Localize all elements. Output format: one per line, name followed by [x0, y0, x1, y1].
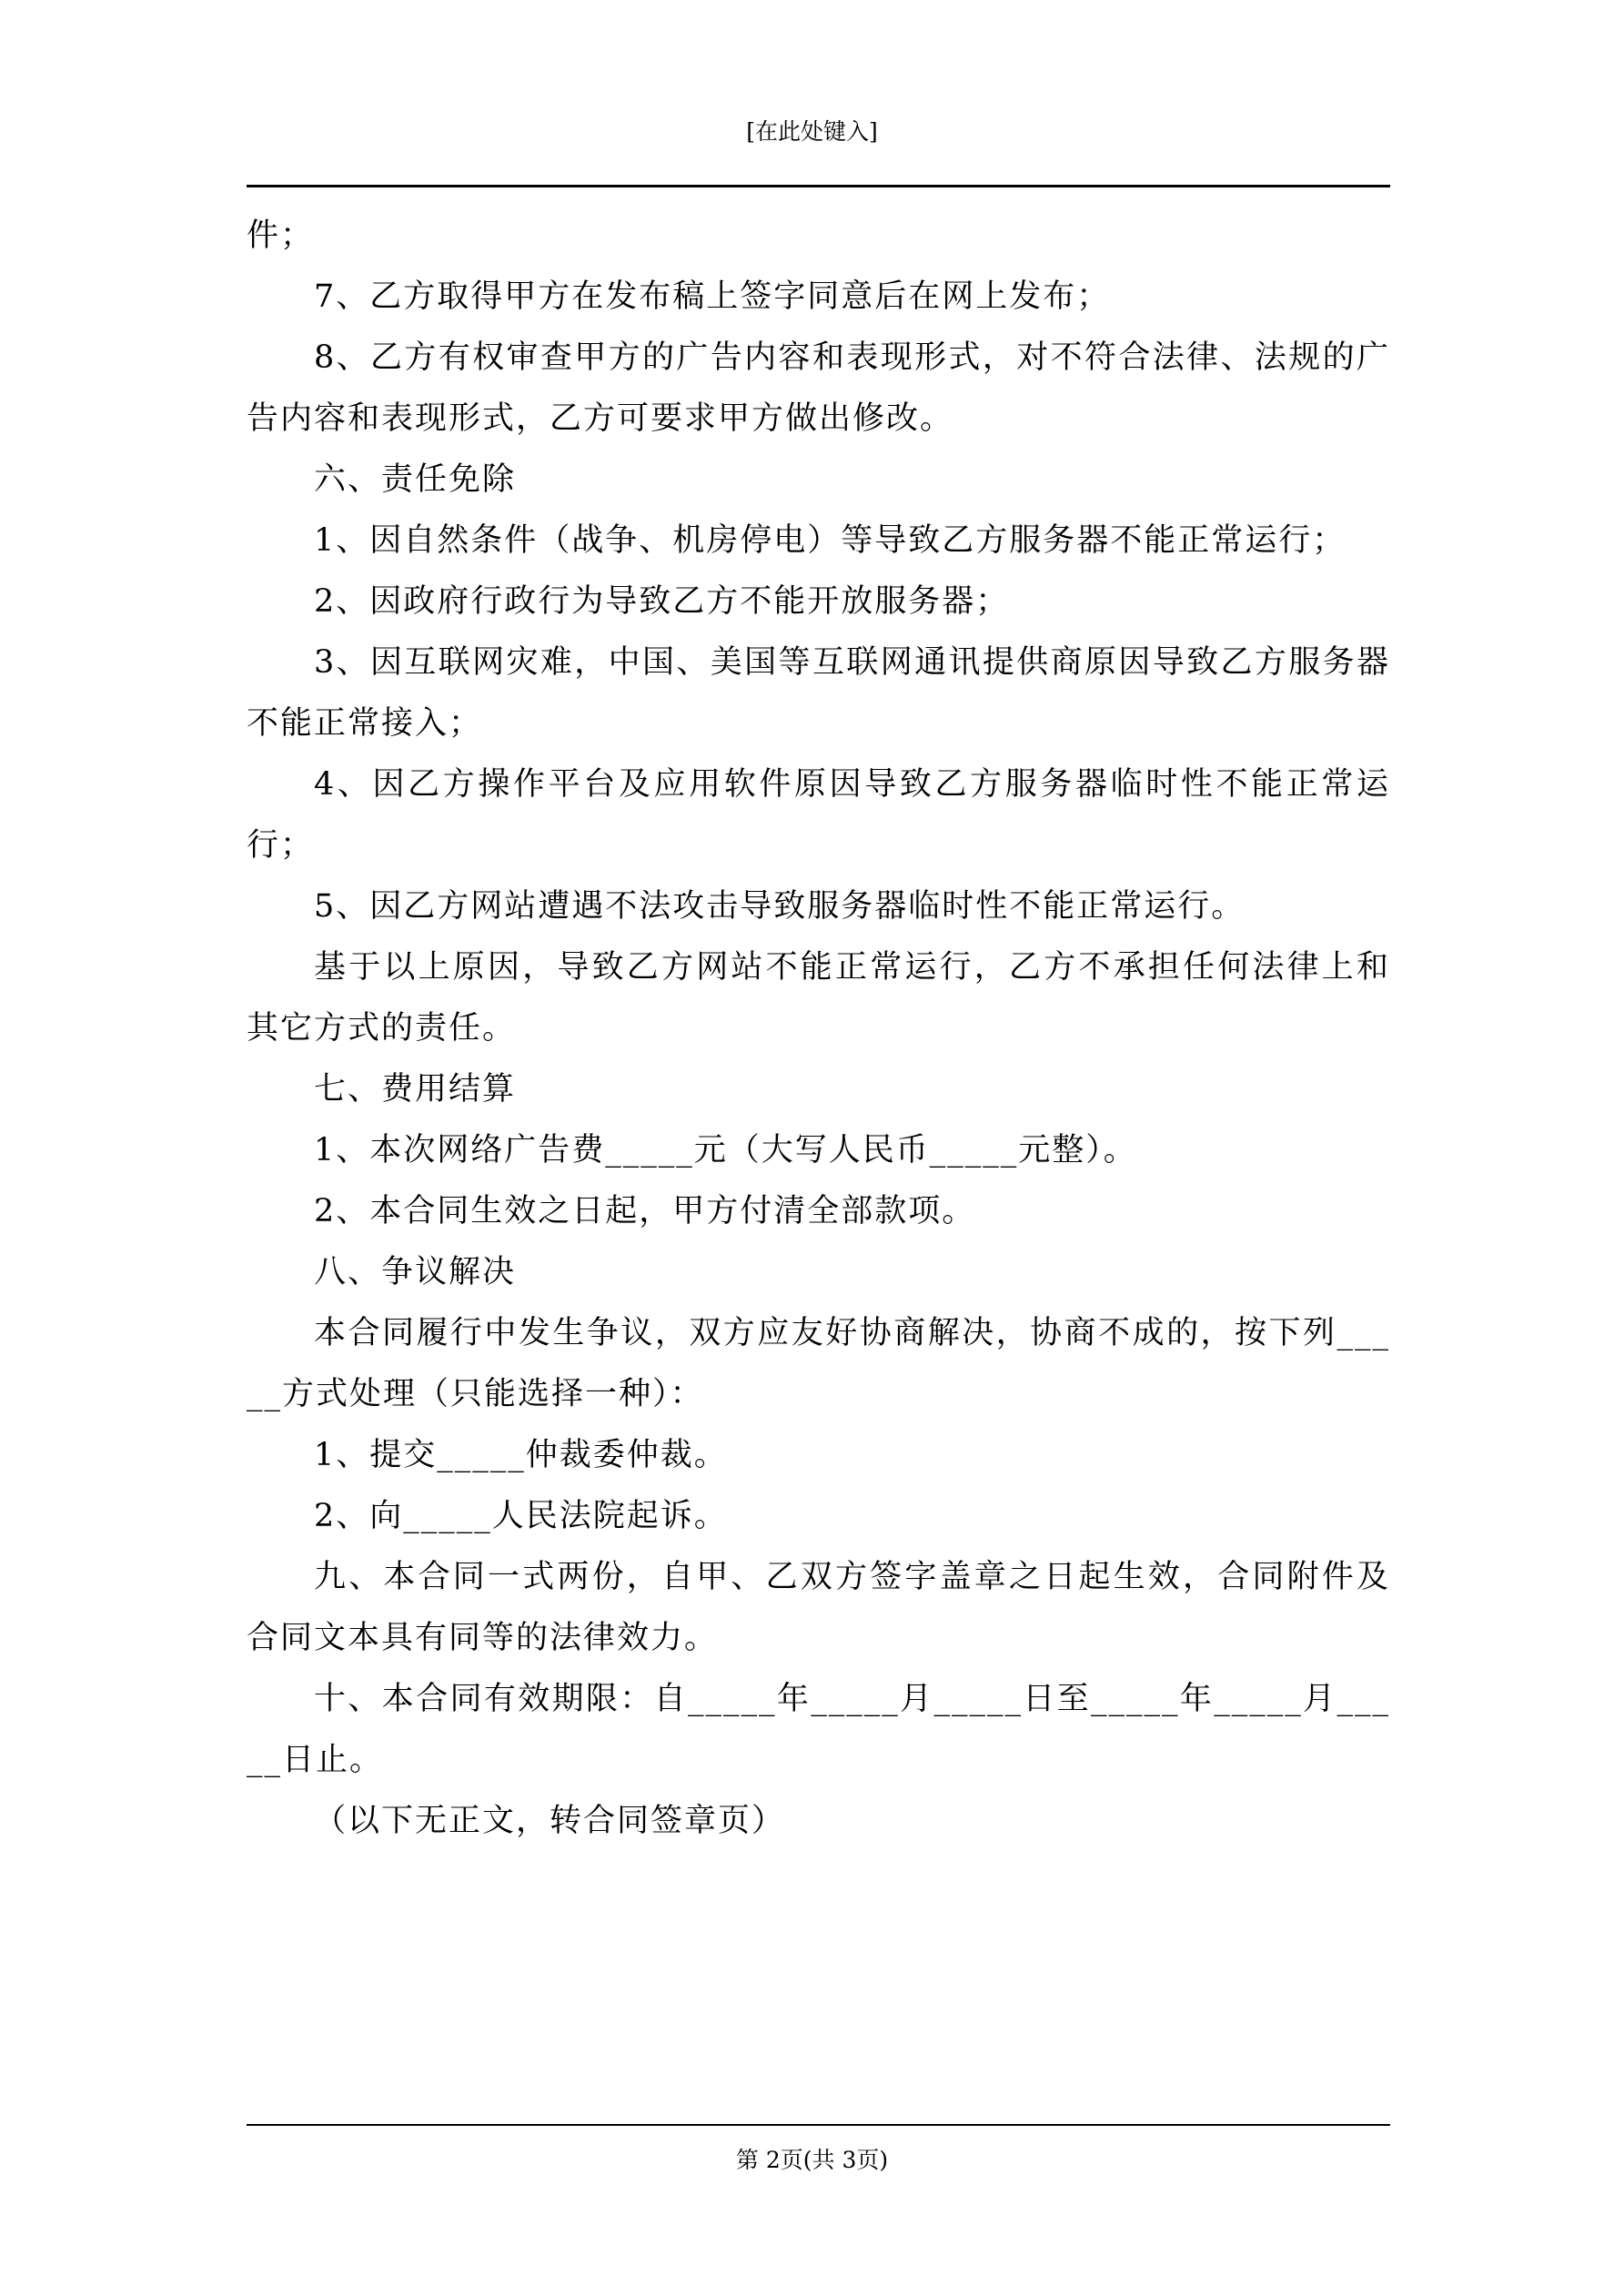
paragraph: （以下无正文，转合同签章页） [314, 1803, 786, 1839]
section-heading: 七、费用结算 [314, 1071, 517, 1108]
header-divider [247, 185, 1390, 187]
paragraph: 3、因互联网灾难，中国、美国等互联网通讯提供商原因导致乙方服务器不能正常接入； [247, 644, 1390, 742]
paragraph: 4、因乙方操作平台及应用软件原因导致乙方服务器临时性不能正常运行； [247, 766, 1390, 864]
section-heading: 六、责任免除 [314, 461, 517, 498]
section-heading: 八、争议解决 [314, 1254, 517, 1290]
paragraph: 5、因乙方网站遭遇不法攻击导致服务器临时性不能正常运行。 [314, 888, 1246, 925]
page-number: 第 2页(共 3页) [735, 2147, 889, 2173]
footer-divider [247, 2124, 1390, 2126]
paragraph: 十、本合同有效期限：自_____年_____月_____日至_____年_____月_____日止。 [247, 1681, 1390, 1778]
paragraph: 2、向_____人民法院起诉。 [314, 1498, 728, 1534]
document-body [247, 206, 1390, 1852]
paragraph: 1、提交_____仲裁委仲裁。 [314, 1437, 728, 1473]
paragraph: 2、因政府行政行为导致乙方不能开放服务器； [314, 583, 1010, 620]
page-header: [在此处键入] [746, 118, 878, 145]
paragraph: 九、本合同一式两份，自甲、乙双方签字盖章之日起生效，合同附件及合同文本具有同等的法律效力。 [247, 1559, 1390, 1656]
paragraph: 基于以上原因，导致乙方网站不能正常运行，乙方不承担任何法律上和其它方式的责任。 [247, 949, 1390, 1047]
paragraph: 件； [247, 217, 315, 254]
paragraph: 8、乙方有权审查甲方的广告内容和表现形式，对不符合法律、法规的广告内容和表现形式，乙方可要求甲方做出修改。 [247, 339, 1390, 437]
paragraph: 7、乙方取得甲方在发布稿上签字同意后在网上发布； [314, 278, 1111, 315]
paragraph: 本合同履行中发生争议，双方应友好协商解决，协商不成的，按下列_____方式处理（只能选择一种）： [247, 1315, 1390, 1412]
paragraph: 1、本次网络广告费_____元（大写人民币_____元整）。 [314, 1132, 1137, 1168]
paragraph: 2、本合同生效之日起，甲方付清全部款项。 [314, 1193, 976, 1229]
paragraph: 1、因自然条件（战争、机房停电）等导致乙方服务器不能正常运行； [314, 522, 1347, 559]
